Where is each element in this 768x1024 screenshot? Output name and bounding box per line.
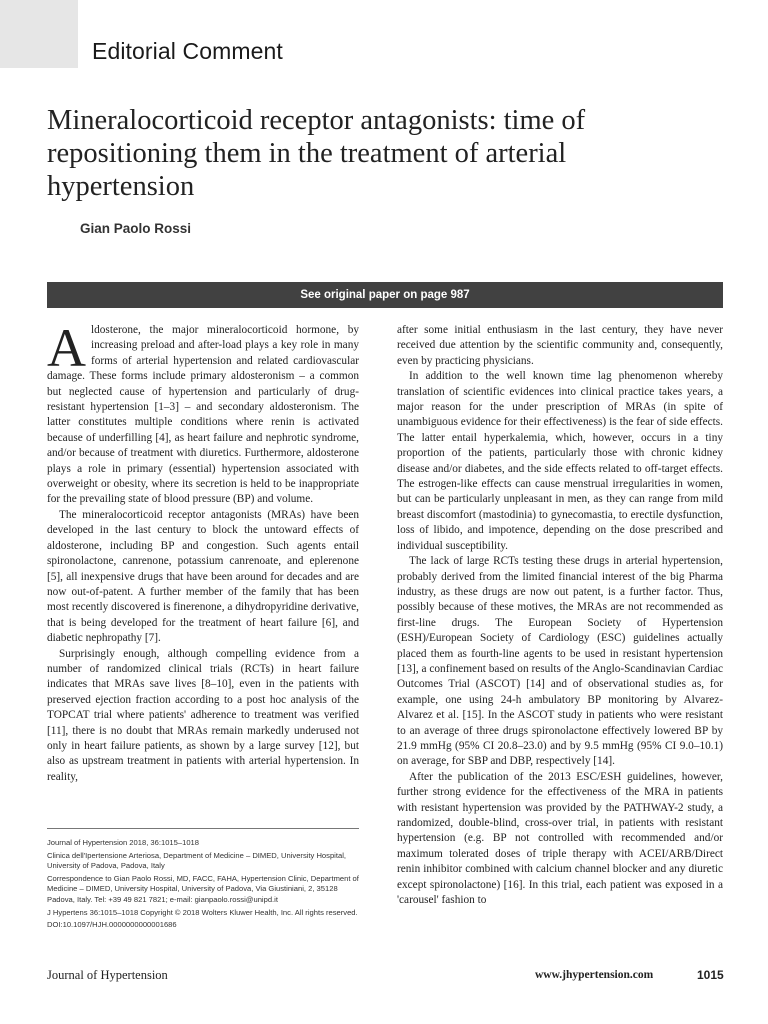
paragraph: after some initial enthusiasm in the last century, they have never received due attention by the scientific community and, consequently, even by practicing physicians. <box>397 324 723 367</box>
paragraph: The lack of large RCTs testing these drugs in arterial hypertension, probably derived from the limited financial interest of the big Pharma industry, as these drugs are now out patent, is a further factor. Thus, possibly because of these motives, the MRAs are not recommended as first-line drugs. The European Society of Hypertension (ESH)/European Society of Cardiology (ESC) guidelines actually placed them as fourth-line agents to be used in resistant hypertension [13], a confinement based on results of the Anglo-Scandinavian Cardiac Outcomes Trial (ASCOT) [14] and of observational studies as, for example, one using 24-h ambulatory BP monitoring by Alvarez-Alvarez et al. [15]. In the ASCOT study in patients who were resistant to an average of three drugs spironolactone effectively lowered BP by 21.9 mmHg (95% CI 20.8–23.0) and by 9.5 mmHg (95% CI 9.0–10.1) on average, for SBP and DBP, respectively [14]. <box>397 555 723 768</box>
paragraph: Surprisingly enough, although compelling evidence from a number of randomized clinical trials (RCTs) in heart failure indicates that MRAs save lives [8–10], even in the patients with preserved ejection fraction according to a post hoc analysis of the TOPCAT trial where patients' adherence to treatment was verified [11], there is no doubt that MRAs remain markedly underused not only in heart failure patients, as shown by a large survey [12], but also as upstream treatment in patients with arterial hypertension. In reality, <box>47 647 359 783</box>
footnote-affiliation: Clinica dell'Ipertensione Arteriosa, Department of Medicine – DIMED, University Hospital, University of Padova, Padova, Italy <box>47 850 346 871</box>
footer-journal-name: Journal of Hypertension <box>47 968 168 982</box>
paragraph: The mineralocorticoid receptor antagonists (MRAs) have been developed in the last century to block the untoward effects of aldosterone, including BP and congestion. Such agents entail spironolactone, canrenone, potassium canrenoate, and eplerenone [5], all inexpensive drugs that have been around for decades and are now out-of-patent. A further member of the family that has been most recently discovered is finerenone, a dihydropyridine derivative, that is being developed for the treatment of heart failure [6], and diabetic nephropathy [7]. <box>47 508 359 645</box>
paragraph <box>47 318 359 508</box>
original-paper-link[interactable] <box>47 282 723 308</box>
section-label: Editorial Comment <box>92 38 283 64</box>
footnote-doi[interactable]: DOI:10.1097/HJH.0000000000001686 <box>47 920 177 930</box>
paragraph-text: ldosterone, the major mineralocorticoid hormone, by increasing preload and after-load plays a key role in many forms of arterial hypertension and related cardiovascular damage. These forms include primary aldosteronism – a common but neglected cause of hypertension and particularly of drug-resistant hypertension [1–3] – and secondary aldosteronism. The latter constitutes multiple conditions where renin is activated because of underfilling [4], as heart failure and nephrotic syndrome, and/or because of treatment with diuretics. Furthermore, aldosterone plays a role in primary (essential) hypertension associated with overweight or obesity, where its secretion is held to be inappropriate for the prevailing state of blood pressure (BP) and volume. <box>47 324 359 506</box>
article-title: Mineralocorticoid receptor antagonists: time of repositioning them in the treatment of arterial hypertension <box>47 105 586 202</box>
footnote-citation: Journal of Hypertension 2018, 36:1015–1018 <box>47 838 199 847</box>
corner-decoration <box>0 0 78 68</box>
footer-url-link[interactable]: www.jhypertension.com <box>535 969 654 981</box>
left-column <box>47 318 359 785</box>
footnotes <box>47 828 359 933</box>
paragraph: After the publication of the 2013 ESC/ESH guidelines, however, further strong evidence for the effectiveness of the MRA in patients with resistant hypertension was provided by the PATHWAY-2 study, a randomized, double-blind, cross-over trial, in patients with resistant hypertension (e.g. BP not controlled with recommended and/or maximum tolerated doses of triple therapy with ACEI/ARB/Direct renin inhibitor combined with calcium channel blocker and any diuretic except spironolactone) [16]. In this trial, each patient was exposed in a 'carousel' fashion to <box>397 770 723 907</box>
drop-cap: A <box>47 318 86 378</box>
footnote-copyright: J Hypertens 36:1015–1018 Copyright © 2018 Wolters Kluwer Health, Inc. All rights reserved. <box>47 907 358 917</box>
page-number: 1015 <box>697 968 724 982</box>
paragraph: In addition to the well known time lag phenomenon whereby translation of scientific evidences into clinical practice takes years, a major reason for the under prescription of MRAs (in spite of unambiguous evidence for their effectiveness) is the fear of side effects. The latter entail hyperkalemia, which, however, occurs in a tiny proportion of the patients, particularly those with chronic kidney disease and/or diabetes, and the side effects related to off-target effects. The estrogen-like effects can cause menstrual irregularities in women, but can be particularly unpleasant in men, as they can range from mild breast discomfort (mastodinia) to gynecomastia, to erectile dysfunction, loss of libido, and impotence, depending on the dose prescribed and individual susceptibility. <box>397 370 723 552</box>
original-paper-label: See original paper on page 987 <box>300 289 470 301</box>
right-column <box>397 323 723 908</box>
author-name: Gian Paolo Rossi <box>80 221 192 236</box>
footnote-correspondence: Correspondence to Gian Paolo Rossi, MD, FACC, FAHA, Hypertension Clinic, Department of Medicine – DIMED, University Hospital, University of Padova, Via Giustiniani, 2, 35128 Padova, Italy. Tel: +39 49 821 7821; e-mail: gianpaolo.rossi@unipd.it <box>47 873 359 904</box>
